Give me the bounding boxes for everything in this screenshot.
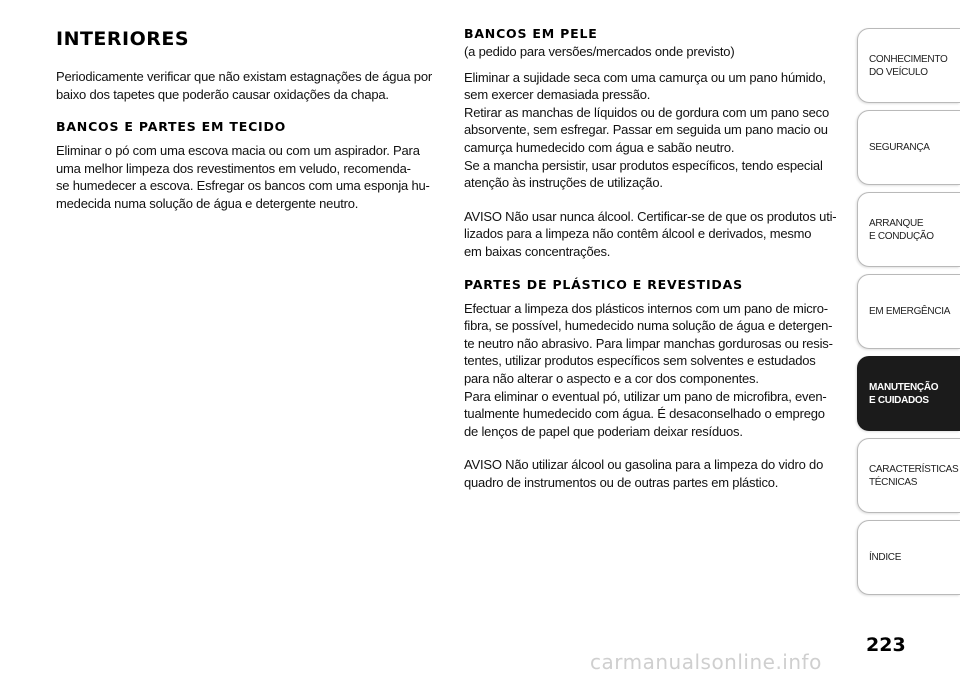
plastic-line: para não alterar o aspecto e a cor dos componentes. <box>464 370 759 386</box>
tab-seguranca[interactable] <box>857 110 960 185</box>
plastic-line: fibra, se possível, humedecido numa solução de água e detergen- <box>464 318 833 334</box>
tab-indice[interactable] <box>857 520 960 595</box>
right-column <box>464 26 851 491</box>
warning-line: em baixas concentrações. <box>464 243 611 259</box>
leather-line: Eliminar a sujidade seca com uma camurça ou um pano húmido, <box>464 69 826 85</box>
tab-em-emergencia[interactable] <box>857 274 960 349</box>
left-column <box>56 26 440 213</box>
fabric-line: uma melhor limpeza dos revestimentos em veludo, recomenda- <box>56 160 411 176</box>
leather-line: Se a mancha persistir, usar produtos específicos, tendo especial <box>464 157 823 173</box>
tab-label: E CUIDADOS <box>869 394 929 406</box>
chapter-nav <box>857 28 960 602</box>
plastic-parts-heading: PARTES DE PLÁSTICO E REVESTIDAS <box>464 276 743 292</box>
leather-line: absorvente, sem esfregar. Passar em seguida um pano macio ou <box>464 122 828 138</box>
leather-line: Retirar as manchas de líquidos ou de gordura com um pano seco <box>464 104 830 120</box>
leather-subtitle: (a pedido para versões/mercados onde previsto) <box>464 44 735 59</box>
tab-manutencao-e-cuidados[interactable] <box>857 356 960 431</box>
plastic-line: te neutro não abrasivo. Para limpar manchas gordurosas ou resis- <box>464 335 833 351</box>
tab-arranque-e-conducao[interactable] <box>857 192 960 267</box>
warning-line: AVISO Não usar nunca álcool. Certificar-se de que os produtos uti- <box>464 208 837 224</box>
plastic-line: de lenços de papel que poderiam deixar resíduos. <box>464 423 743 439</box>
plastic-line: tualmente humedecido com água. É desaconselhado o emprego <box>464 406 825 422</box>
tab-label: CARACTERÍSTICAS <box>869 463 959 475</box>
fabric-line: medecida numa solução de água e detergente neutro. <box>56 195 359 211</box>
tab-label: CONHECIMENTO <box>869 53 948 65</box>
leather-seats-heading: BANCOS EM PELE <box>464 26 598 41</box>
tab-label: SEGURANÇA <box>869 142 930 153</box>
plastic-line: tentes, utilizar produtos específicos sem solventes e estudados <box>464 353 816 369</box>
fabric-line: se humedecer a escova. Esfregar os bancos com uma esponja hu- <box>56 178 430 194</box>
plastic-line: Para eliminar o eventual pó, utilizar um pano de microfibra, even- <box>464 388 827 404</box>
page-number: 223 <box>866 634 906 656</box>
intro-line: baixo dos tapetes que poderão causar oxidações da chapa. <box>56 86 389 102</box>
tab-label: DO VEÍCULO <box>869 66 928 78</box>
plastic-line: Efectuar a limpeza dos plásticos internos com um pano de micro- <box>464 300 828 316</box>
tab-conhecimento-do-veiculo[interactable] <box>857 28 960 103</box>
warning-line: quadro de instrumentos ou de outras partes em plástico. <box>464 474 779 490</box>
fabric-line: Eliminar o pó com uma escova macia ou com um aspirador. Para <box>56 143 420 159</box>
tab-label: ARRANQUE <box>869 217 924 229</box>
leather-line: camurça humedecido com água e sabão neutro. <box>464 139 735 155</box>
watermark: carmanualsonline.info <box>590 650 822 674</box>
warning-line: AVISO Não utilizar álcool ou gasolina para a limpeza do vidro do <box>464 457 824 473</box>
tab-label: MANUTENÇÃO <box>869 381 939 393</box>
tab-label: ÍNDICE <box>869 552 902 563</box>
tab-caracteristicas-tecnicas[interactable] <box>857 438 960 513</box>
intro-line: Periodicamente verificar que não existam estagnações de água por <box>56 69 432 84</box>
leather-line: sem exercer demasiada pressão. <box>464 87 651 103</box>
leather-line: atenção às instruções de utilização. <box>464 175 663 191</box>
tab-label: TÉCNICAS <box>869 476 918 488</box>
warning-line: lizados para a limpeza não contêm álcool e derivados, mesmo <box>464 226 812 242</box>
tab-label: EM EMERGÊNCIA <box>869 306 951 317</box>
fabric-seats-heading: BANCOS E PARTES EM TECIDO <box>56 119 287 135</box>
tab-label: E CONDUÇÃO <box>869 230 934 242</box>
section-title: INTERIORES <box>56 28 190 50</box>
